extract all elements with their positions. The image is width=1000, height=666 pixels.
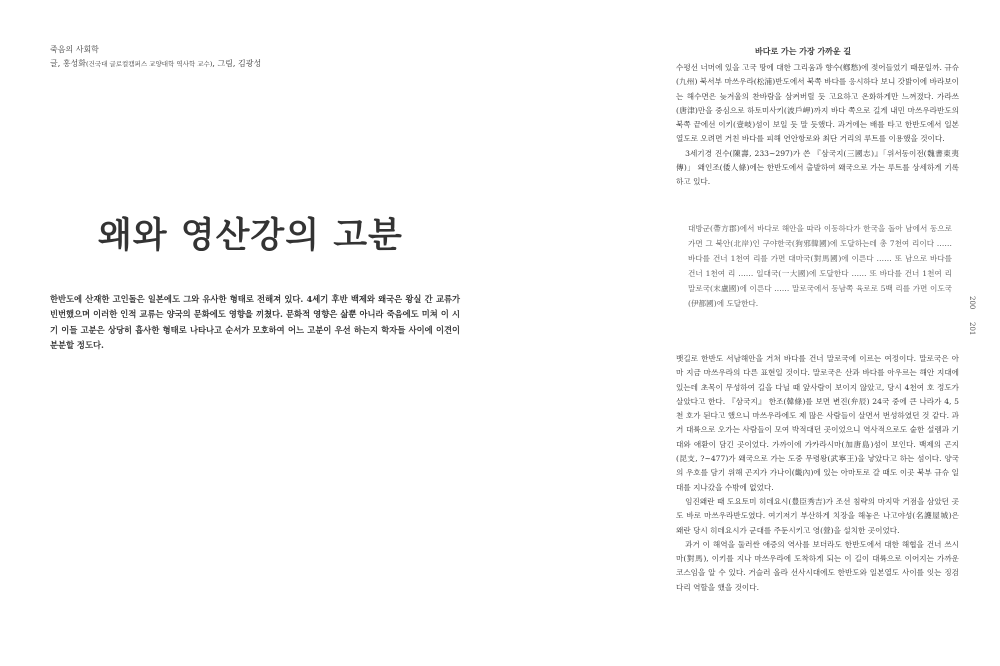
page-number-left: 200: [968, 296, 976, 310]
article-title: 왜와 영산강의 고분: [98, 216, 403, 256]
body-paragraph-2: 3세기경 진수(陳壽, 233~297)가 쓴 『삼국지(三國志)』「위서동이전(魏書東夷傳)」 왜인조(倭人條)에는 한반도에서 출발하여 왜국으로 가는 루트를 상세하게 기록하고 있다.: [676, 148, 959, 187]
lead-text: 한반도에 산재한 고인돌은 일본에도 그와 유사한 형태로 전해져 있다. 4세기 후반 백제와 왜국은 왕실 간 교류가 빈번했으며 이러한 인적 교류는 양국의 문화에도 영향을 끼쳤다. 문화적 영향은 삶뿐 아니라 죽음에도 미쳐 이 시기 이들 고분은 상당히 흡사한 형태로 나타나고 순서가 모호하여 어느 고분이 우선 하는지 학자들 사이에 이견이 분분할 정도다.: [50, 294, 460, 350]
block-quote-text: 대방군(帶方郡)에서 바다로 해안을 따라 이동하다가 한국을 돌아 남에서 동으로 가면 그 북안(北岸)인 구야한국(狗邪韓國)에 도달하는데 총 7천여 리이다 …… 바다를 건너 1천여 리를 가면 대마국(對馬國)에 이른다 …… 또 남으로 바다를 건너 1천여 리 …… 일대국(一大國)에 도달한다 …… 또 바다를 건너 1천여 리 말로국(末盧國)에 이른다 …… 말로국에서 동남쪽 육로로 5백 리를 가면 이도국(伊都國)에 도달한다.: [688, 224, 952, 308]
byline-affiliation: (건국대 글로컬캠퍼스 교양대학 역사학 교수): [86, 60, 213, 68]
byline-author: 글, 홍성화: [50, 59, 86, 68]
byline: [50, 58, 261, 69]
body-paragraph-4: 임진왜란 때 도요토미 히데요시(豊臣秀吉)가 조선 침략의 마지막 거점을 삼았던 곳도 바로 마쓰우라반도였다. 여기저기 부산하게 치장을 해놓은 나고야성(名護屋城)은 왜란 당시 히데요시가 군대를 주둔시키고 영(營)을 설치한 곳이었다.: [676, 496, 959, 535]
series-label: 죽음의 사회학: [50, 45, 99, 54]
block-quote: [688, 221, 952, 311]
section-title: 바다로 가는 가장 가까운 길: [755, 46, 852, 56]
body-paragraph-1: 수평선 너머에 있을 고국 땅에 대한 그리움과 향수(鄕愁)에 젖어들었기 때문일까. 규슈(九州) 북서부 마쓰우라(松浦)반도에서 북쪽 바다를 응시하다 보니 갓밝이에 바라보이는 해수면은 늦겨울의 찬바람을 삼켜버릴 듯 고요하고 온화하게만 느껴졌다. 가라쓰(唐津)만을 중심으로 하토미사키(波戶岬)까지 바다 쪽으로 길게 내민 마쓰우라반도의 북쪽 끝에선 이키(壹岐)섬이 보일 듯 말 듯했다. 과거에는 배를 타고 한반도에서 일본열도로 오려면 거친 바다를 피해 연안항로와 최단 거리의 루트를 이용했을 것이다.: [676, 63, 959, 144]
page-number-right: 201: [968, 322, 976, 336]
body-paragraph-3: 뱃길로 한반도 서남해안을 거쳐 바다를 건너 말로국에 이르는 여정이다. 말로국은 아마 지금 마쓰우라의 다른 표현일 것이다. 말로국은 산과 바다를 아우르는 해안 지대에 있는데 초목이 무성하여 길을 다닐 때 앞사람이 보이지 않았고, 당시 4천여 호 정도가 살았다고 한다. 『삼국지』 한조(韓條)를 보면 변진(弁辰) 24국 중에 큰 나라가 4, 5천 호가 된다고 했으니 마쓰우라에도 제 많은 사람들이 살면서 번성하였던 것 같다. 과거 대륙으로 오가는 사람들이 모여 박적대던 곳이었으니 역사적으로도 숱한 설렘과 기대와 애환이 담긴 곳이었다. 가까이에 가카라시마(加唐島)섬이 보인다. 백제의 곤지(昆支, ?~477)가 왜국으로 가는 도중 무령왕(武寧王)을 낳았다고 하는 섬이다. 양국의 우호를 담기 위해 곤지가 가나이(畿內)에 있는 아마토로 갈 때도 이곳 북부 규슈 일대를 지나갔을 수밖에 없었다.: [676, 354, 959, 492]
lead-paragraph: [50, 292, 460, 353]
byline-illustrator: , 그림, 김광성: [212, 59, 262, 68]
body-text-top: [676, 61, 959, 190]
body-paragraph-5: 과거 이 해역을 둘러싼 애증의 역사를 보더라도 한반도에서 대한 해협을 건너 쓰시마(對馬), 이키를 지나 마쓰우라에 도착하게 되는 이 길이 대륙으로 이어지는 가까운 코스임을 알 수 있다. 거슬러 올라 선사시대에도 한반도와 일본열도 사이를 잇는 징검다리 역할을 했을 것이다.: [676, 539, 959, 592]
body-text-bottom: [676, 352, 959, 595]
